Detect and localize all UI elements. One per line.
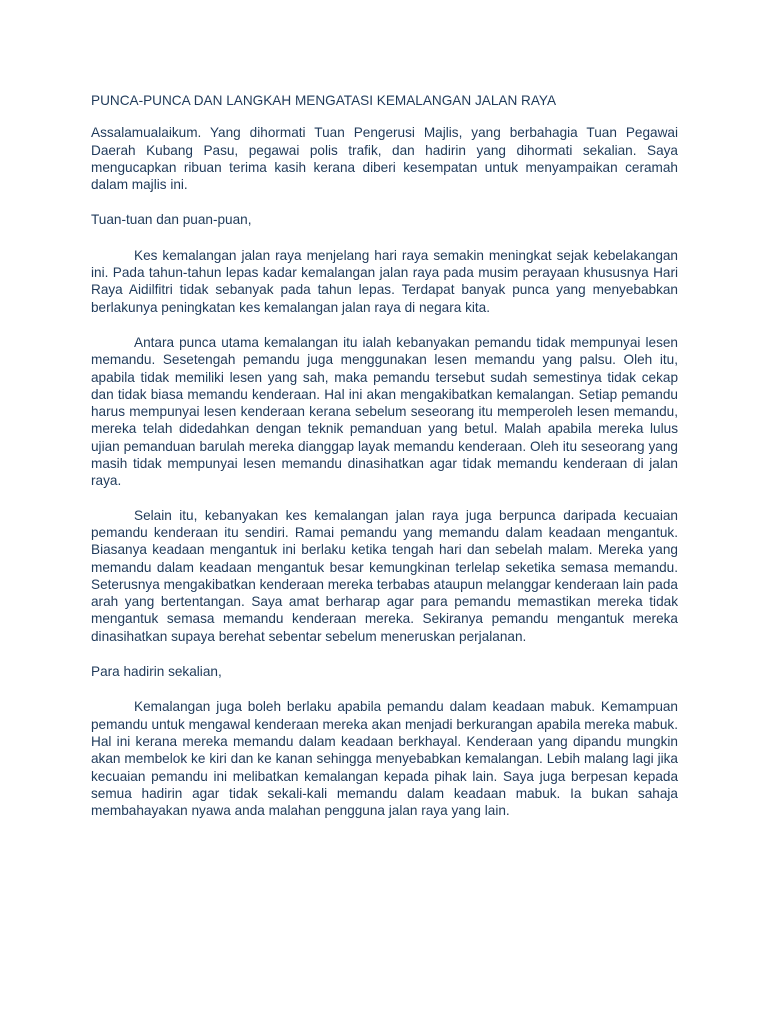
salutation-tuan-puan: Tuan-tuan dan puan-puan,	[91, 212, 252, 228]
body-paragraph-intro: Kes kemalangan jalan raya menjelang hari raya semakin meningkat sejak kebelakangan ini. Pada tahun-tahun lepas kadar kemalangan jalan raya pada musim perayaan khususnya Hari Raya Aidilfitri tidak sebanyak pada tahun lepas. Terdapat banyak punca yang menyebabkan berlakunya peningkatan kes kemalangan jalan raya di negara kita.	[91, 247, 678, 315]
body-paragraph-drunk: Kemalangan juga boleh berlaku apabila pemandu dalam keadaan mabuk. Kemampuan pemandu untuk mengawal kenderaan mereka akan menjadi berkurangan apabila mereka mabuk. Hal ini kerana mereka memandu dalam keadaan berkhayal. Kenderaan yang dipandu mungkin akan membelok ke kiri dan ke kanan sehingga menyebabkan kemalangan. Lebih malang lagi jika kecuaian pemandu ini melibatkan kemalangan kepada pihak lain. Saya juga berpesan kepada semua hadirin agar tidak sekali-kali memandu dalam keadaan mabuk. Ia bukan sahaja membahayakan nyawa anda malahan pengguna jalan raya yang lain.	[91, 699, 678, 819]
body-paragraph-drowsy: Selain itu, kebanyakan kes kemalangan jalan raya juga berpunca daripada kecuaian pemandu kenderaan itu sendiri. Ramai pemandu yang memandu dalam keadaan mengantuk. Biasanya keadaan mengantuk ini berlaku ketika tengah hari dan sebelah malam. Mereka yang memandu dalam keadaan mengantuk besar kemungkinan terlelap seketika semasa memandu. Seterusnya mengakibatkan kenderaan mereka terbabas ataupun melanggar kenderaan lain pada arah yang bertentangan. Saya amat berharap agar para pemandu memastikan mereka tidak mengantuk semasa memandu kenderaan mereka. Sekiranya pemandu mengantuk mereka dinasihatkan supaya berehat sebentar sebelum meneruskan perjalanan.	[91, 507, 678, 644]
document-page	[91, 92, 678, 837]
opening-paragraph: Assalamualaikum. Yang dihormati Tuan Pengerusi Majlis, yang berbahagia Tuan Pegawai Daerah Kubang Pasu, pegawai polis trafik, dan hadirin yang dihormati sekalian. Saya mengucapkan ribuan terima kasih kerana diberi kesempatan untuk menyampaikan ceramah dalam majlis ini.	[91, 125, 678, 193]
document-title: PUNCA-PUNCA DAN LANGKAH MENGATASI KEMALANGAN JALAN RAYA	[91, 93, 557, 108]
salutation-hadirin: Para hadirin sekalian,	[91, 664, 222, 680]
body-paragraph-license: Antara punca utama kemalangan itu ialah kebanyakan pemandu tidak mempunyai lesen memandu. Sesetengah pemandu juga menggunakan lesen memandu yang palsu. Oleh itu, apabila tidak memiliki lesen yang sah, maka pemandu tersebut sudah semestinya tidak cekap dan tidak biasa memandu kenderaan. Hal ini akan mengakibatkan kemalangan. Setiap pemandu harus mempunyai lesen kenderaan kerana sebelum seseorang itu memperoleh lesen memandu, mereka telah didedahkan dengan teknik pemanduan yang betul. Malah apabila mereka lulus ujian pemanduan barulah mereka dianggap layak memandu kenderaan. Oleh itu seseorang yang masih tidak mempunyai lesen memandu dinasihatkan agar tidak memandu kenderaan di jalan raya.	[91, 334, 678, 489]
